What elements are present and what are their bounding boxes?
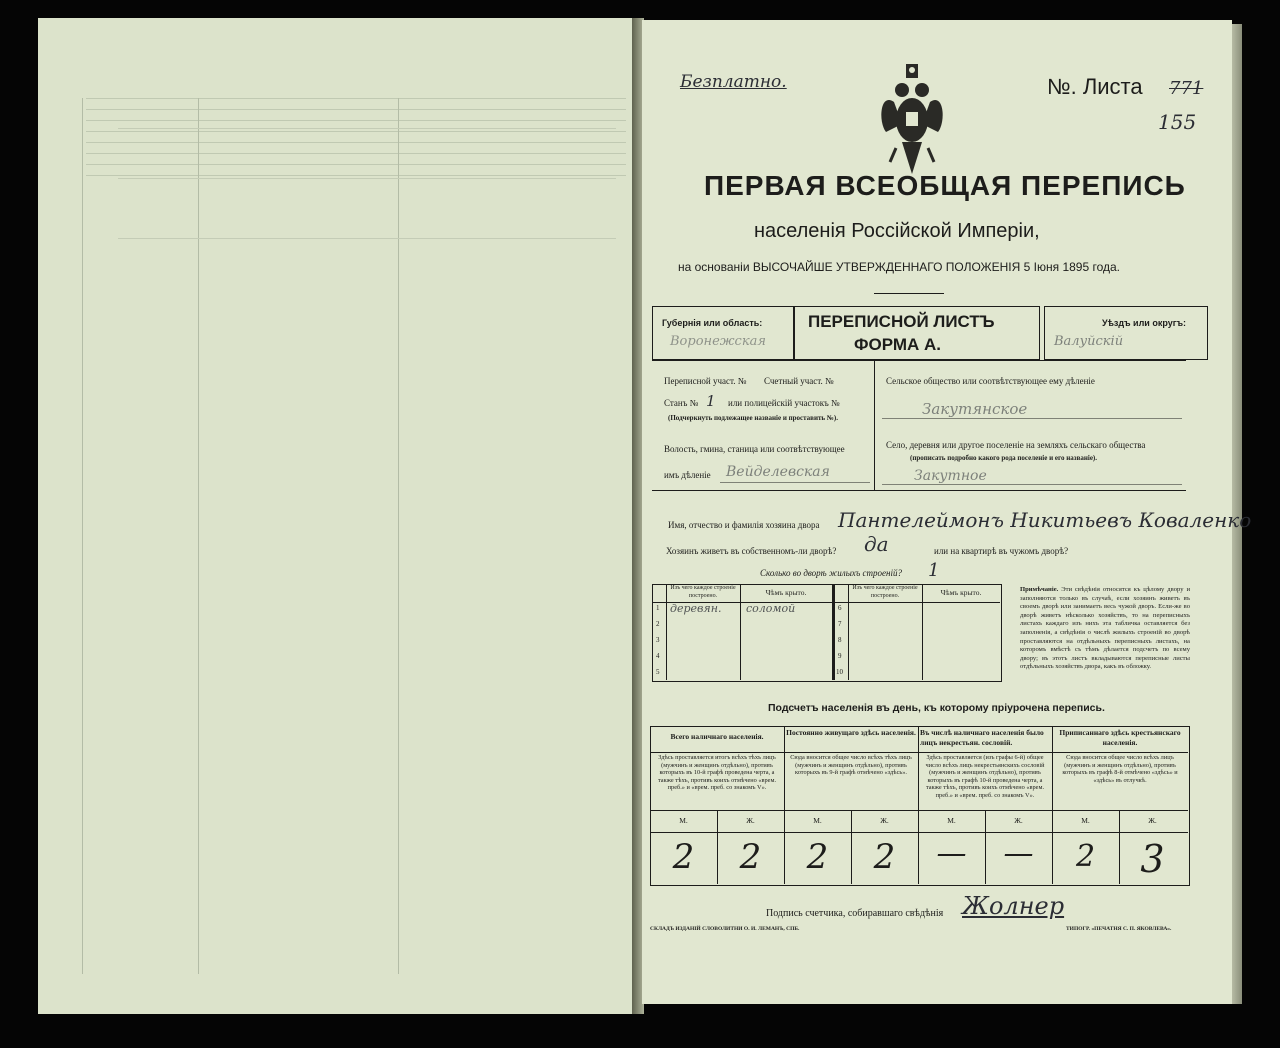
volost-label: Волость, гмина, станица или соотвѣтствующее	[664, 444, 845, 454]
note-heading: Примѣчаніе.	[1020, 586, 1059, 593]
row-number: 5	[656, 668, 660, 676]
volost-underline	[720, 482, 870, 483]
printer-right: ТИПОГР. «ПЕЧАТНЯ С. П. ЯКОВЛЕВА».	[1066, 926, 1172, 932]
row-number: 7	[838, 620, 842, 628]
society-underline	[882, 418, 1182, 419]
count-col-2-title: Постоянно живущаго здѣсь населенія.	[786, 728, 916, 737]
material-header-left: Изъ чего каждое строеніе построено.	[670, 585, 736, 599]
location-top-rule	[652, 360, 1186, 361]
stan-value: 1	[706, 392, 716, 410]
form-subtitle: населенія Россійской Имперіи,	[754, 220, 1040, 242]
uyezd-box	[1044, 306, 1208, 360]
count-col-4-desc: Сюда вносится общее число всѣхъ лицъ (мужчинъ и женщинъ отдѣльно), противъ которыхъ въ графѣ 8-й отмѣчено «здѣсь» и «здѣсь» въ отлучкѣ.	[1062, 754, 1178, 784]
buildings-table-rule	[922, 584, 923, 680]
buildings-table-rule	[848, 584, 849, 680]
sex-label: М.	[813, 816, 822, 825]
ghost-column-line	[198, 98, 199, 974]
roof-header-left: Чѣмъ крыто.	[765, 588, 807, 597]
apartment-label: или на квартирѣ въ чужомъ дворѣ?	[934, 546, 1069, 556]
row-number: 2	[656, 620, 660, 628]
buildings-value: 1	[928, 560, 940, 581]
material-header-right: Изъ чего каждое строеніе построено.	[852, 585, 918, 599]
sheet-number-crossed: 771	[1169, 78, 1204, 99]
row-number: 10	[836, 668, 843, 676]
village-underline	[882, 484, 1182, 485]
form-title: ПЕРВАЯ ВСЕОБЩАЯ ПЕРЕПИСЬ	[704, 170, 1186, 201]
province-box	[652, 306, 794, 360]
uyezd-value: Валуйскій	[1054, 334, 1124, 349]
form-title-line-2: ФОРМА А.	[854, 335, 942, 354]
village-note: (прописать подробно какого рода поселеніе и его названіе).	[910, 454, 1098, 462]
buildings-table-rule	[666, 584, 667, 680]
row1-roof: соломой	[746, 602, 796, 615]
row-number: 8	[838, 636, 842, 644]
count-col-2-desc: Сюда вносится общее число всѣхъ тѣхъ лицъ (мужчинъ и женщинъ отдѣльно), противъ которыхъ въ 9-й графѣ отмѣчено «здѣсь».	[790, 754, 912, 777]
count-value: 2	[672, 837, 695, 877]
count-table-rule	[650, 752, 1188, 753]
location-bottom-rule	[652, 490, 1186, 491]
location-divider	[874, 360, 875, 490]
own-yard-label: Хозяинъ живетъ въ собственномъ-ли дворѣ?	[666, 546, 837, 556]
ghost-row-line	[118, 178, 616, 179]
printer-left: СКЛАДЪ ИЗДАНІЙ СЛОВОЛИТНИ О. И. ЛЕМАНЪ, СПБ.	[650, 926, 800, 932]
ornament-rule	[874, 293, 944, 294]
stan-label: Станъ №	[664, 398, 699, 408]
count-value: 3	[1140, 837, 1165, 881]
sheet-number-handwritten: 155	[1158, 110, 1197, 134]
sex-label: Ж.	[1014, 816, 1023, 825]
division-label: имъ дѣленіе	[664, 470, 711, 480]
census-district-label: Переписной участ. №	[664, 376, 747, 386]
row1-material: деревян.	[670, 602, 722, 615]
signature-value: Жолнер	[962, 892, 1065, 920]
count-value: —	[936, 836, 967, 871]
row-number: 6	[838, 604, 842, 612]
village-value: Закутное	[914, 468, 987, 484]
count-heading: Подсчетъ населенія въ день, къ которому пріурочена перепись.	[768, 702, 1105, 714]
row-number: 4	[656, 652, 660, 660]
form-title-line-1: ПЕРЕПИСНОЙ ЛИСТЪ	[808, 312, 995, 331]
count-value: 2	[1075, 839, 1096, 874]
province-value: Воронежская	[670, 334, 766, 349]
signature-label: Подпись счетчика, собиравшаго свѣдѣнія	[766, 908, 944, 919]
ghost-column-line	[398, 98, 399, 974]
count-col-1-desc: Здѣсь проставляется итогъ всѣхъ тѣхъ лицъ (мужчинъ и женщинъ отдѣльно), противъ которыхъ въ 10-й графѣ проведена черта, а также тѣхъ, противъ коихъ отмѣчено «врем. преб.» и «врем. преб. со знакомъ V».	[657, 754, 777, 792]
count-table-rule	[650, 810, 1188, 811]
ghost-row-line	[118, 128, 616, 129]
sex-label: Ж.	[880, 816, 889, 825]
count-table-rule	[650, 832, 1188, 833]
row-number: 3	[656, 636, 660, 644]
count-value: 2	[806, 837, 829, 877]
ghost-row-line	[118, 238, 616, 239]
census-form-page	[642, 20, 1252, 1004]
buildings-label: Сколько во дворѣ жилыхъ строеній?	[760, 568, 902, 578]
count-col-4-title: Приписаннаго здѣсь крестьянскаго населенія.	[1059, 728, 1181, 747]
owner-label: Имя, отчество и фамилія хозяина двора	[668, 520, 820, 530]
row-number: 9	[838, 652, 842, 660]
sheet-number-label: №. Листа	[1047, 74, 1143, 99]
ghost-ruling	[86, 88, 626, 218]
sex-label: М.	[1081, 816, 1090, 825]
uyezd-label: Уѣздъ или округъ:	[1102, 318, 1187, 328]
buildings-table-rule	[740, 584, 741, 680]
count-col-3-title: Въ числѣ наличнаго населенія было лицъ некрестьян. сословій.	[920, 728, 1044, 747]
note-text: Эти свѣдѣнія относятся къ цѣлому двору и заполняются только въ случаѣ, если хозяинъ живетъ въ своемъ дворѣ или занимаетъ весь чужой дворъ. Если-же во дворѣ живетъ нѣсколько хозяйствъ, то на переписныхъ листахъ каждаго изъ нихъ эта табличка оставляется без заполненія, а свѣдѣнія о числѣ жилыхъ строеній во дворѣ проставляются на отдѣльныхъ переписныхъ листахъ, на которомъ вмѣстѣ съ тѣмъ дѣлается подсчетъ по всему двору; въ этотъ листъ вкладываются переписные листы отдѣльныхъ хозяйствъ двора, какъ въ обложку.	[1020, 586, 1190, 671]
count-col-1-title: Всего наличнаго населенія.	[670, 732, 764, 741]
left-page	[38, 18, 637, 1014]
count-value: 2	[739, 837, 762, 877]
underline-note: (Подчеркнуть подлежащее названіе и проставить №).	[668, 414, 838, 422]
volost-value: Вейделевская	[726, 464, 830, 480]
count-value: 2	[873, 837, 896, 877]
village-label: Село, деревня или другое поселеніе на земляхъ сельскаго общества	[886, 440, 1146, 450]
ghost-margin-line	[82, 98, 83, 974]
count-col-3-desc: Здѣсь проставляется (изъ графы 6-й) общее число всѣхъ лицъ некрестьянскихъ сословій (мужчинъ и женщинъ отдѣльно), противъ которыхъ въ графѣ 10-й проведена черта, а также тѣхъ, противъ коихъ отмѣчено «врем. преб.» и «врем. преб. со знакомъ V».	[925, 754, 1045, 799]
sex-label: Ж.	[746, 816, 755, 825]
row-number: 1	[656, 604, 660, 612]
police-district-label: или полицейскій участокъ №	[728, 398, 840, 408]
imperial-eagle-emblem	[876, 62, 948, 184]
own-yard-value: да	[864, 532, 889, 556]
count-district-label: Счетный участ. №	[764, 376, 834, 386]
roof-header-right: Чѣмъ крыто.	[940, 588, 982, 597]
owner-value: Пантелеймонъ Никитьевъ Коваленко	[838, 508, 1252, 532]
sex-label: М.	[679, 816, 688, 825]
society-value: Закутянское	[922, 400, 1028, 418]
free-mark: Безплатно.	[680, 72, 787, 92]
legal-basis: на основаніи ВЫСОЧАЙШЕ УТВЕРЖДЕННАГО ПОЛОЖЕНІЯ 5 Іюня 1895 года.	[678, 260, 1121, 274]
province-label: Губернія или область:	[662, 318, 763, 328]
buildings-table-rule	[832, 584, 835, 680]
sex-label: М.	[947, 816, 956, 825]
buildings-note	[1020, 586, 1190, 672]
sex-label: Ж.	[1148, 816, 1157, 825]
society-label: Сельское общество или соотвѣтствующее ему дѣленіе	[886, 376, 1095, 386]
count-value: —	[1003, 836, 1034, 871]
